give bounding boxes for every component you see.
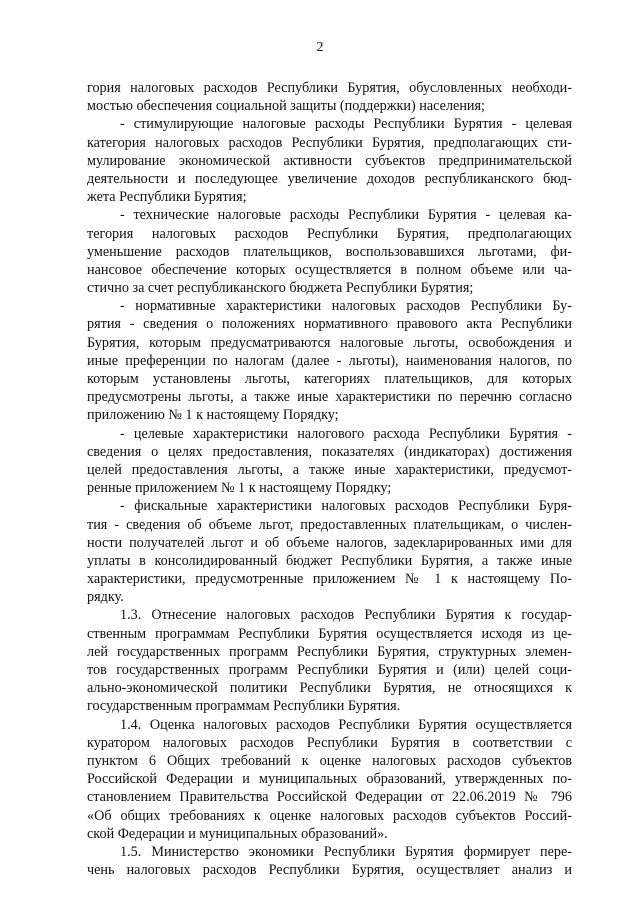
text-line: жета Республики Бурятия; [87,189,247,206]
text-line: сведения о целях предоставления, показателях (индикаторах) достижения [87,443,572,460]
text-line: - технические налоговые расходы Республики Бурятия - целевая ка- [120,207,572,224]
text-line: пунктом 6 Общих требований к оценке налоговых расходов субъектов [87,752,572,769]
text-line: рятия - сведения о положениях нормативного правового акта Республики [87,316,572,333]
text-line: - стимулирующие налоговые расходы Республики Бурятия - целевая [120,116,572,133]
text-line: 1.4. Оценка налоговых расходов Республики Бурятия осуществляется [120,716,572,733]
text-line: иные преференции по налогам (далее - льготы), наименования налогов, по [87,352,572,369]
text-line: - нормативные характеристики налоговых расходов Республики Бу- [120,298,572,315]
text-line: ской Федерации и муниципальных образований». [87,825,388,842]
text-line: тия - сведения об объеме льгот, предоставленных плательщикам, о числен- [87,516,572,533]
text-line: стично за счет республиканского бюджета Республики Бурятия; [87,280,474,297]
text-line: приложению № 1 к настоящему Порядку; [87,407,339,424]
text-line: Российской Федерации и муниципальных образований, утвержденных по- [87,771,572,788]
text-line: тов государственных программ Республики Бурятия и (или) целей соци- [87,662,572,678]
text-line: гория налоговых расходов Республики Бурятия, обусловленных необходи- [87,80,572,96]
text-line: категория налоговых расходов Республики Бурятия, предполагающих сти- [87,134,572,151]
text-line: ственным программам Республики Бурятия осуществляется исходя из це- [87,625,572,642]
text-line: Бурятия, которым предусматриваются налоговые льготы, освобождения и [87,334,572,351]
text-line: - целевые характеристики налогового расхода Республики Бурятия - [120,425,572,442]
text-line: рядку. [87,589,124,606]
text-line: мостью обеспечения социальной защиты (поддержки) населения; [87,98,485,115]
text-line: 1.5. Министерство экономики Республики Бурятия формирует пере- [120,843,572,860]
text-line: куратором налоговых расходов Республики Бурятия в соответствии с [87,734,572,751]
text-line: - фискальные характеристики налоговых расходов Республики Буря- [120,498,572,515]
text-line: которым установлены льготы, категориях плательщиков, для которых [87,371,572,387]
document-body [87,79,572,879]
text-line: государственным программам Республики Бурятия. [87,698,401,715]
text-line: мулирование экономической активности субъектов предпринимательской [87,152,572,169]
text-line: становлением Правительства Российской Федерации от 22.06.2019 № 796 [87,789,572,806]
text-line: нансовое обеспечение которых осуществляется в полном объеме или ча- [87,261,572,278]
text-line: лей государственных программ Республики Бурятия, структурных элемен- [87,643,572,660]
text-line: 1.3. Отнесение налоговых расходов Республики Бурятия к государ- [120,607,572,624]
text-line: чень налоговых расходов Республики Бурятия, осуществляет анализ и [87,862,572,879]
text-line: ренные приложением № 1 к настоящему Порядку; [87,480,392,497]
text-line: «Об общих требованиях к оценке налоговых расходов субъектов Россий- [87,807,572,824]
text-line: предусмотрены льготы, а также иные характеристики по перечню согласно [87,389,572,406]
page-number: 2 [316,40,324,55]
text-line: характеристики, предусмотренные приложением № 1 к настоящему По- [87,571,572,588]
text-line: уплаты в консолидированный бюджет Республики Бурятия, а также иные [87,552,572,569]
text-line: деятельности и последующее увеличение доходов республиканского бюд- [87,170,572,187]
text-line: ности получателей льгот и об объеме налогов, задекларированных ими для [87,534,572,551]
text-line: целей предоставления льготы, а также иные характеристики, предусмот- [87,461,572,478]
text-line: ально-экономической политики Республики Бурятия, не относящихся к [87,680,572,697]
text-line: уменьшение расходов плательщиков, воспользовавшихся льготами, фи- [87,243,572,260]
text-line: тегория налоговых расходов Республики Бурятия, предполагающих [87,225,572,242]
